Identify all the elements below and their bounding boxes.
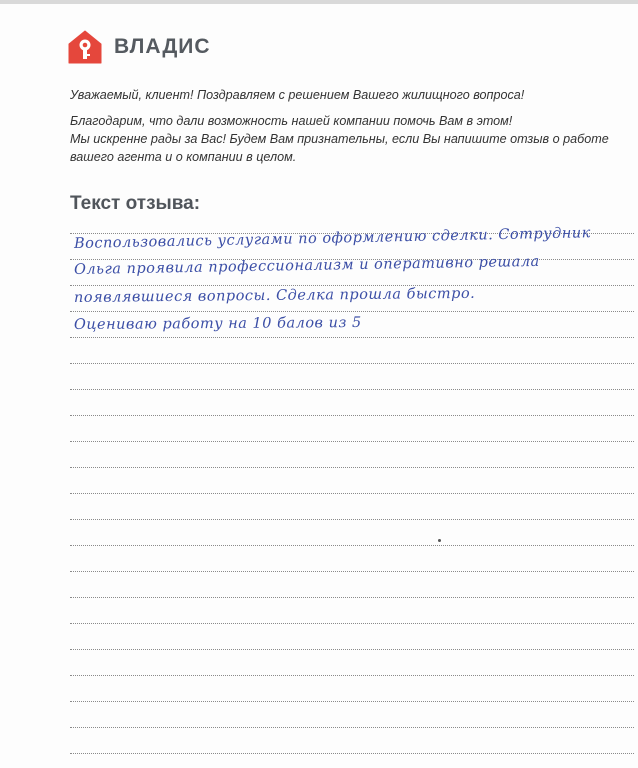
ruled-line	[70, 337, 634, 338]
brand-name: ВЛАДИС	[114, 35, 211, 58]
house-key-icon	[68, 30, 102, 64]
ruled-line	[70, 623, 634, 624]
ruled-line	[70, 311, 634, 312]
handwritten-line: появлявшиеся вопросы. Сделка прошла быстро.	[73, 285, 476, 306]
ruled-line	[70, 415, 634, 416]
ruled-line	[70, 467, 634, 468]
ink-speck	[438, 539, 441, 542]
ruled-line	[70, 389, 634, 390]
ruled-line	[70, 545, 634, 546]
handwritten-line: Воспользовались услугами по оформлению сделки. Сотрудник	[73, 225, 592, 252]
company-logo	[68, 30, 211, 64]
ruled-line	[70, 493, 634, 494]
ruled-line	[70, 571, 634, 572]
ruled-line	[70, 753, 634, 754]
ruled-line	[70, 675, 634, 676]
ruled-line	[70, 519, 634, 520]
ruled-line	[70, 727, 634, 728]
intro-text	[70, 86, 638, 166]
handwritten-line: Ольга проявила профессионализм и оперативно решала	[73, 253, 540, 278]
handwritten-line: Оцениваю работу на 10 балов из 5	[73, 314, 362, 333]
ruled-line	[70, 285, 634, 286]
ruled-line	[70, 363, 634, 364]
greeting-text: Уважаемый, клиент! Поздравляем с решением Вашего жилищного вопроса!	[70, 88, 525, 102]
ruled-line	[70, 701, 634, 702]
ruled-line	[70, 649, 634, 650]
thanks-line-3: вашего агента и о компании в целом.	[70, 150, 297, 164]
review-heading: Текст отзыва:	[70, 193, 201, 214]
thanks-line-1: Благодарим, что дали возможность нашей компании помочь Вам в этом!	[70, 114, 513, 128]
ruled-line	[70, 597, 634, 598]
scan-edge	[0, 0, 638, 4]
ruled-line	[70, 441, 634, 442]
thanks-line-2: Мы искренне рады за Вас! Будем Вам признательны, если Вы напишите отзыв о работе	[70, 132, 609, 146]
